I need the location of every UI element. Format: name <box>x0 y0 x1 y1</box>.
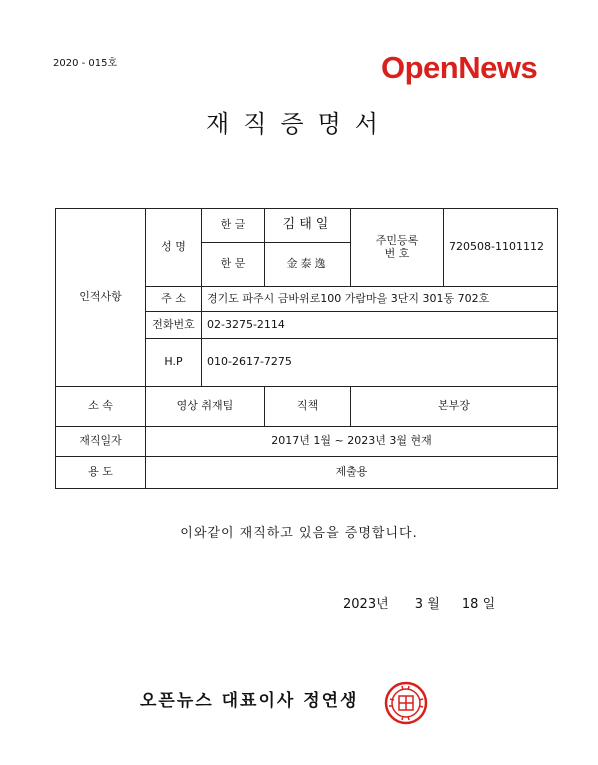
name-label: 성 명 <box>146 209 202 287</box>
rrn-label: 주민등록 번 호 <box>351 209 444 287</box>
address-value: 경기도 파주시 금바위로100 가람마을 3단지 301동 702호 <box>202 287 558 312</box>
phone-value: 02-3275-2114 <box>202 312 558 339</box>
purpose-label: 용 도 <box>56 457 146 489</box>
hangul-name: 김태일 <box>265 209 351 243</box>
phone-label: 전화번호 <box>146 312 202 339</box>
company-seal-icon <box>384 681 428 725</box>
issue-day: 18 일 <box>461 597 496 612</box>
period-value: 2017년 1월 ~ 2023년 3월 현재 <box>146 427 558 457</box>
certification-statement: 이와같이 재직하고 있음을 증명합니다. <box>180 526 418 541</box>
opennews-logo: OpenNews <box>381 50 538 85</box>
personal-section-label: 인적사항 <box>56 209 146 387</box>
signer-name: 오픈뉴스 대표이사 정연생 <box>140 691 359 711</box>
position-value: 본부장 <box>351 387 558 427</box>
issue-date <box>343 593 495 612</box>
dept-label: 소 속 <box>56 387 146 427</box>
dept-value: 영상 취재팀 <box>146 387 265 427</box>
hp-label: H.P <box>146 339 202 387</box>
hanja-label: 한 문 <box>202 243 265 287</box>
employment-info-table <box>55 208 558 489</box>
purpose-value: 제출용 <box>146 457 558 489</box>
address-label: 주 소 <box>146 287 202 312</box>
position-label: 직책 <box>265 387 351 427</box>
period-label: 재직일자 <box>56 427 146 457</box>
issue-year: 2023년 <box>343 597 389 612</box>
issue-month: 3 월 <box>414 597 440 612</box>
hp-value: 010-2617-7275 <box>202 339 558 387</box>
document-title: 재직증명서 <box>206 110 392 138</box>
hanja-name: 金泰逸 <box>265 243 351 287</box>
rrn-value: 720508-1101112 <box>444 209 558 287</box>
hangul-label: 한 글 <box>202 209 265 243</box>
document-number: 2020 - 015호 <box>53 58 118 69</box>
